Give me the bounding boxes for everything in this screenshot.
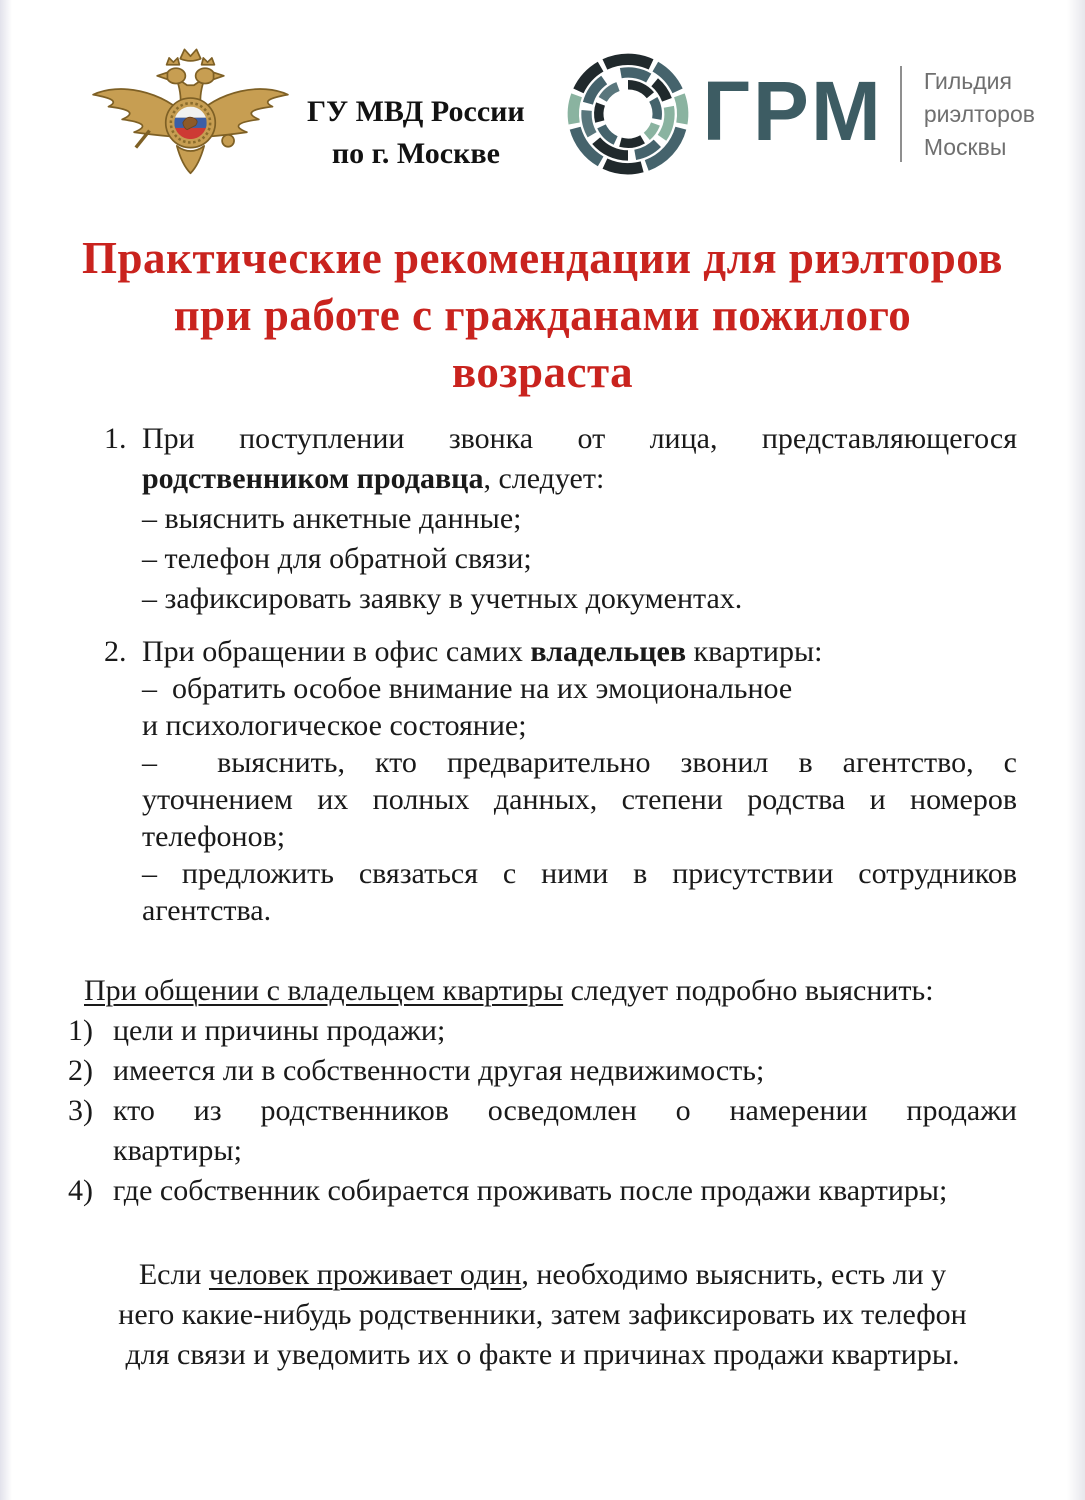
- owner-question-number: 2): [68, 1054, 93, 1087]
- page-right-edge-shadow: [1067, 0, 1085, 1500]
- owner-question-line: где собственник собирается проживать после продажи квартиры;: [113, 1174, 948, 1207]
- mvd-logo-block: [88, 30, 525, 202]
- owner-questions-heading-rest: следует подробно выяснить:: [563, 974, 934, 1007]
- owner-question-number: 4): [68, 1174, 93, 1207]
- owner-question-text: [113, 1011, 1017, 1051]
- closing-line-1: [68, 1255, 1017, 1295]
- grm-logo-block: [562, 48, 1035, 180]
- closing-underlined-phrase: человек проживает один: [208, 1258, 522, 1291]
- recommendation-intro-line: При поступлении звонка от лица, представляющегося: [142, 422, 1017, 455]
- page-title-line-1: Практические рекомендации для риэлторов: [82, 233, 1003, 283]
- owner-question-text: [113, 1171, 1017, 1211]
- recommendation-intro-head: При обращении в офис самих: [142, 635, 531, 668]
- owner-question-line: кто из родственников осведомлен о намерении продажи: [113, 1094, 1017, 1127]
- owner-question-text: [113, 1091, 1017, 1171]
- owner-question-3: [68, 1091, 1017, 1171]
- owner-question-2: [68, 1051, 1017, 1091]
- owner-questions-section: [68, 971, 1017, 1211]
- recommendation-subitem: – обратить особое внимание на их эмоциональное: [142, 672, 793, 705]
- recommendation-intro-line: [142, 633, 1017, 670]
- recommendation-text: [142, 419, 1017, 619]
- owner-question-number: 3): [68, 1094, 93, 1127]
- recommendation-subitem: и психологическое состояние;: [142, 709, 527, 742]
- owner-question-line: цели и причины продажи;: [113, 1014, 446, 1047]
- recommendation-number: 1.: [104, 422, 127, 455]
- document-body: [68, 419, 1017, 1375]
- grm-caption-line-3: Москвы: [923, 133, 1007, 160]
- recommendation-subitem: агентства.: [142, 894, 272, 927]
- owner-question-1: [68, 1011, 1017, 1051]
- owner-question-text: [113, 1051, 1017, 1091]
- closing-pre: Если: [138, 1258, 209, 1291]
- recommendation-subitem: уточнением их полных данных, степени родства и номеров: [142, 783, 1017, 816]
- page-title-line-2: при работе с гражданами пожилого: [173, 290, 912, 340]
- owner-question-number: 1): [68, 1014, 93, 1047]
- grm-caption-line-1: Гильдия: [923, 67, 1012, 94]
- owner-questions-heading: [84, 971, 1017, 1011]
- grm-caption: [924, 65, 1035, 164]
- recommendation-subitem: – зафиксировать заявку в учетных документах.: [142, 582, 743, 615]
- recommendation-subitem: телефонов;: [142, 820, 286, 853]
- mvd-eagle-emblem-icon: [88, 30, 293, 202]
- recommendation-text: [142, 633, 1017, 929]
- closing-paragraph: [68, 1255, 1017, 1375]
- grm-divider: [900, 66, 902, 162]
- recommendation-subitem: – выяснить, кто предварительно звонил в агентство, с: [142, 746, 1017, 779]
- grm-ring-logo-icon: [562, 48, 694, 180]
- page-title: [40, 230, 1045, 401]
- owner-questions-heading-underlined: При общении с владельцем квартиры: [84, 974, 564, 1007]
- recommendation-bold-phrase: родственником продавца: [142, 462, 484, 495]
- recommendation-bold-phrase: владельцев: [530, 635, 687, 668]
- recommendation-item-2: [68, 633, 1017, 929]
- mvd-org-name-line-2: по г. Москве: [331, 137, 500, 170]
- document-header: [0, 0, 1085, 202]
- owner-question-4: [68, 1171, 1017, 1211]
- closing-post: , необходимо выяснить, есть ли у: [521, 1258, 947, 1291]
- grm-abbr: ГРМ: [702, 64, 884, 158]
- recommendation-subitem: – предложить связаться с ними в присутствии сотрудников: [142, 857, 1017, 890]
- owner-question-line: имеется ли в собственности другая недвижимость;: [113, 1054, 765, 1087]
- page-left-edge-shadow: [0, 0, 12, 1500]
- mvd-org-name-line-1: ГУ МВД России: [307, 95, 525, 128]
- closing-line-2: него какие-нибудь родственники, затем зафиксировать их телефон: [118, 1298, 967, 1331]
- recommendation-intro-tail: квартиры:: [686, 635, 823, 668]
- recommendation-number: 2.: [104, 635, 127, 668]
- recommendation-intro-line: [142, 459, 1017, 499]
- closing-line-3: для связи и уведомить их о факте и причинах продажи квартиры.: [125, 1338, 960, 1371]
- mvd-org-name: [307, 91, 525, 175]
- recommendation-item-1: [68, 419, 1017, 619]
- recommendation-subitem: – выяснить анкетные данные;: [142, 502, 522, 535]
- recommendation-intro-tail: , следует:: [483, 462, 605, 495]
- page-title-line-3: возраста: [451, 347, 634, 397]
- owner-question-line: квартиры;: [113, 1134, 242, 1167]
- grm-caption-line-2: риэлторов: [923, 100, 1035, 127]
- recommendation-subitem: – телефон для обратной связи;: [142, 542, 532, 575]
